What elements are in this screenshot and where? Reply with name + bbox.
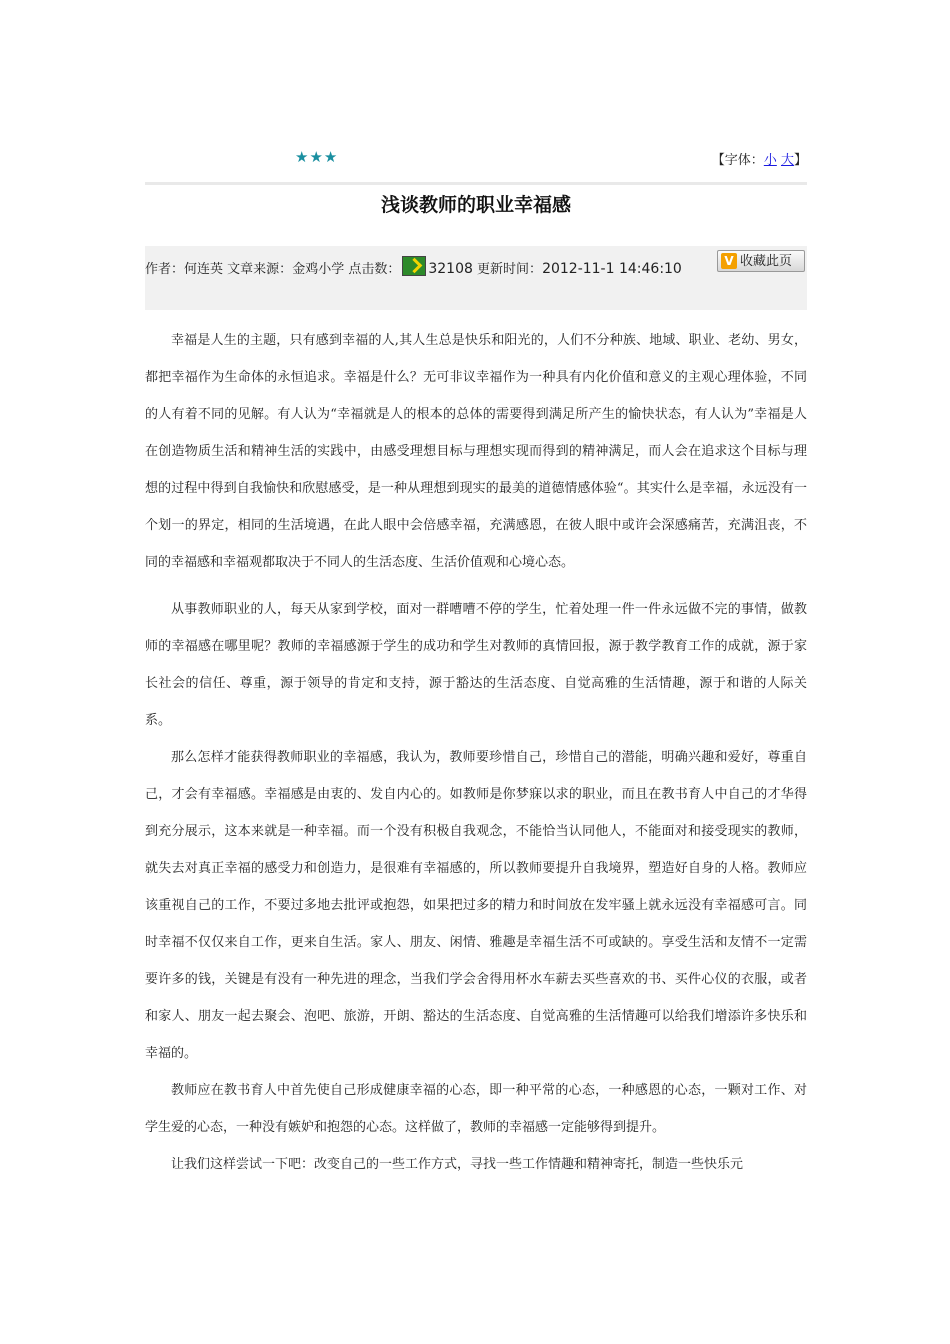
meta-line [145,256,682,277]
author-label: 作者： [145,262,185,277]
header-divider [145,182,807,185]
hits-icon [402,256,426,276]
rating-stars: ★★★ [295,148,339,166]
paragraph: 让我们这样尝试一下吧：改变自己的一些工作方式，寻找一些工作情趣和精神寄托，制造一些快乐元 [171,1157,744,1172]
source: 金鸡小学 [292,262,345,277]
font-small-link[interactable]: 小 [763,153,777,168]
paragraph: 那么怎样才能获得教师职业的幸福感，我认为，教师要珍惜自己，珍惜自己的潜能，明确兴趣和爱好，尊重自己，才会有幸福感。幸福感是由衷的、发自内心的。如教师是你梦寐以求的职业，而且在教书育人中自己的才华得到充分展示，这本来就是一种幸福。而一个没有积极自我观念，不能恰当认同他人，不能面对和接受现实的教师，就失去对真正幸福的感受力和创造力，是很难有幸福感的，所以教师要提升自我境界，塑造好自身的人格。教师应该重视自己的工作，不要过多地去批评或抱怨，如果把过多的精力和时间放在发牢骚上就永远没有幸福感可言。同时幸福不仅仅来自工作，更来自生活。家人、朋友、闲情、雅趣是幸福生活不可或缺的。享受生活和友情不一定需要许多的钱，关键是有没有一种先进的理念，当我们学会舍得用杯水车薪去买些喜欢的书、买件心仪的衣服，或者和家人、朋友一起去聚会、泡吧、旅游，开朗、豁达的生活态度、自觉高雅的生活情趣可以给我们增添许多快乐和幸福的。 [145,750,807,1061]
bookmark-icon: V [721,253,737,269]
article-meta [145,246,807,310]
hits-label: 点击数： [348,262,401,277]
bookmark-button[interactable] [717,250,805,272]
font-large-link[interactable]: 大 [780,153,794,168]
article-title: 浅谈教师的职业幸福感 [380,194,571,216]
top-bar [145,148,807,170]
author: 何连英 [184,262,224,277]
article-body [145,322,807,1183]
bookmark-label: 收藏此页 [740,254,793,269]
source-label: 文章来源： [227,262,293,277]
font-size-switcher [712,149,807,168]
font-size-suffix: 】 [793,153,807,168]
font-size-prefix: 【字体： [711,153,764,168]
updated-label: 更新时间： [477,262,543,277]
updated-time: 2012-11-1 14:46:10 [542,261,682,277]
paragraph: 从事教师职业的人，每天从家到学校，面对一群嘈嘈不停的学生，忙着处理一件一件永远做不完的事情，做教师的幸福感在哪里呢？教师的幸福感源于学生的成功和学生对教师的真情回报，源于教学教育工作的成就，源于家长社会的信任、尊重，源于领导的肯定和支持，源于豁达的生活态度、自觉高雅的生活情趣，源于和谐的人际关系。 [145,602,807,728]
hits-count: 32108 [428,261,473,277]
paragraph: 幸福是人生的主题，只有感到幸福的人,其人生总是快乐和阳光的，人们不分种族、地域、职业、老幼、男女，都把幸福作为生命体的永恒追求。幸福是什么？无可非议幸福作为一种具有内化价值和意义的主观心理体验，不同的人有着不同的见解。有人认为“幸福就是人的根本的总体的需要得到满足所产生的愉快状态，有人认为”幸福是人在创造物质生活和精神生活的实践中，由感受理想目标与理想实现而得到的精神满足，而人会在追求这个目标与理想的过程中得到自我愉快和欣慰感受，是一种从理想到现实的最美的道德情感体验“。其实什么是幸福，永远没有一个划一的界定，相同的生活境遇，在此人眼中会倍感幸福，充满感恩，在彼人眼中或许会深感痛苦，充满沮丧，不同的幸福感和幸福观都取决于不同人的生活态度、生活价值观和心境心态。 [145,333,807,570]
paragraph: 教师应在教书育人中首先使自己形成健康幸福的心态，即一种平常的心态，一种感恩的心态，一颗对工作、对学生爱的心态，一种没有嫉妒和抱怨的心态。这样做了，教师的幸福感一定能够得到提升。 [145,1083,807,1135]
